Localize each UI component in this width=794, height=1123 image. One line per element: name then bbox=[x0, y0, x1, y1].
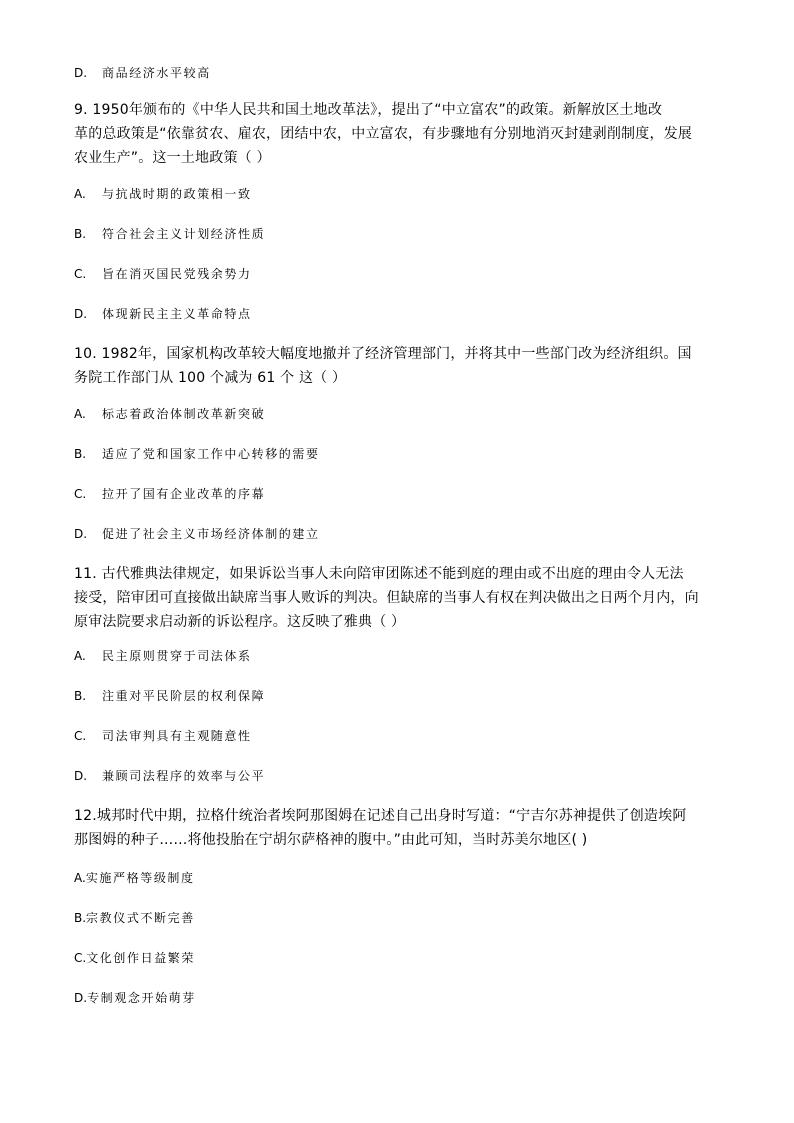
stem-line: 那图姆的种子……将他投胎在宁胡尔萨格神的腹中。”由此可知，当时苏美尔地区( ) bbox=[74, 832, 588, 848]
option-letter: B. bbox=[74, 911, 87, 925]
stem-line: 12.城邦时代中期，拉格什统治者埃阿那图姆在记述自己出身时写道：“宁吉尔苏神提供了创造埃阿 bbox=[74, 808, 687, 824]
q12-option-d bbox=[74, 989, 196, 1006]
option-text: 拉开了国有企业改革的序幕 bbox=[102, 487, 266, 501]
option-letter: D. bbox=[74, 307, 88, 321]
option-letter: C. bbox=[74, 729, 87, 743]
option-letter: D. bbox=[74, 769, 88, 783]
option-text: 注重对平民阶层的权利保障 bbox=[102, 689, 266, 703]
q12-stem bbox=[74, 804, 726, 852]
q10-option-a bbox=[74, 405, 265, 422]
stem-line: 接受，陪审团可直接做出缺席当事人败诉的判决。但缺席的当事人有权在判决做出之日两个月内，向 bbox=[74, 590, 699, 606]
stem-line: 原审法院要求启动新的诉讼程序。这反映了雅典（ ） bbox=[74, 614, 406, 630]
q10-option-b bbox=[74, 445, 320, 462]
option-letter: D. bbox=[74, 527, 88, 541]
stem-line: 革的总政策是“依靠贫农、雇农，团结中农，中立富农，有步骤地有分别地消灭封建剥削制度，发展 bbox=[74, 126, 693, 142]
option-text: 适应了党和国家工作中心转移的需要 bbox=[102, 447, 320, 461]
option-text: 商品经济水平较高 bbox=[102, 66, 211, 80]
option-letter: A. bbox=[74, 871, 86, 885]
q11-option-b bbox=[74, 687, 265, 704]
q10-stem bbox=[74, 342, 726, 390]
option-letter: B. bbox=[74, 227, 87, 241]
option-letter: B. bbox=[74, 447, 87, 461]
q9-stem bbox=[74, 98, 726, 170]
q10-option-c bbox=[74, 485, 265, 502]
option-text: 与抗战时期的政策相一致 bbox=[102, 187, 252, 201]
option-text: 体现新民主主义革命特点 bbox=[102, 307, 252, 321]
q12-option-c bbox=[74, 949, 195, 966]
q9-option-d bbox=[74, 305, 252, 322]
stem-line: 农业生产”。这一土地政策（ ） bbox=[74, 150, 271, 166]
option-text: 促进了社会主义市场经济体制的建立 bbox=[102, 527, 320, 541]
option-text: 司法审判具有主观随意性 bbox=[102, 729, 252, 743]
option-letter: A. bbox=[74, 649, 86, 663]
option-letter: D. bbox=[74, 991, 88, 1005]
q11-option-c bbox=[74, 727, 252, 744]
q10-option-d bbox=[74, 525, 320, 542]
stem-line: 务院工作部门从 100 个减为 61 个 这（ ） bbox=[74, 370, 347, 386]
option-letter: C. bbox=[74, 951, 87, 965]
q11-stem bbox=[74, 562, 726, 634]
q11-option-a bbox=[74, 647, 252, 664]
q11-option-d bbox=[74, 767, 265, 784]
option-text: 专制观念开始萌芽 bbox=[87, 991, 196, 1005]
q12-option-b bbox=[74, 909, 195, 926]
option-letter: D. bbox=[74, 66, 88, 80]
option-text: 宗教仪式不断完善 bbox=[86, 911, 195, 925]
option-text: 文化创作日益繁荣 bbox=[86, 951, 196, 965]
option-text: 旨在消灭国民党残余势力 bbox=[102, 267, 252, 281]
option-text: 符合社会主义计划经济性质 bbox=[102, 227, 266, 241]
option-letter: C. bbox=[74, 487, 87, 501]
stem-line: 9. 1950年颁布的《中华人民共和国土地改革法》，提出了“中立富农”的政策。新解放区土地改 bbox=[74, 102, 663, 118]
option-text: 兼顾司法程序的效率与公平 bbox=[102, 769, 266, 783]
option-letter: B. bbox=[74, 689, 87, 703]
stem-line: 10. 1982年，国家机构改革较大幅度地撤并了经济管理部门，并将其中一些部门改为经济组织。国 bbox=[74, 346, 692, 362]
q9-option-b bbox=[74, 225, 265, 242]
stem-line: 11. 古代雅典法律规定，如果诉讼当事人未向陪审团陈述不能到庭的理由或不出庭的理由令人无法 bbox=[74, 566, 684, 582]
q8-option-d bbox=[74, 64, 211, 81]
option-letter: A. bbox=[74, 407, 86, 421]
option-text: 标志着政治体制改革新突破 bbox=[102, 407, 266, 421]
option-letter: A. bbox=[74, 187, 86, 201]
q12-option-a bbox=[74, 869, 195, 886]
q9-option-c bbox=[74, 265, 252, 282]
q9-option-a bbox=[74, 185, 252, 202]
option-text: 民主原则贯穿于司法体系 bbox=[102, 649, 252, 663]
option-text: 实施严格等级制度 bbox=[85, 871, 195, 885]
option-letter: C. bbox=[74, 267, 87, 281]
